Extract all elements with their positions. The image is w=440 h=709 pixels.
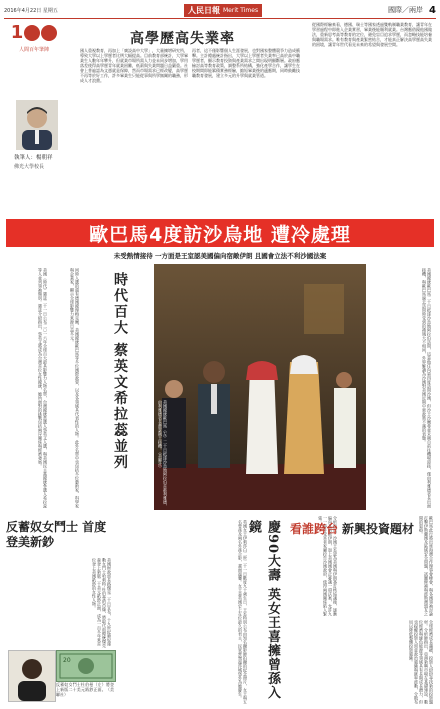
author-photo xyxy=(16,100,58,150)
harriet-title xyxy=(6,520,116,550)
invest-title xyxy=(290,520,436,537)
banknote-image xyxy=(56,650,116,682)
headline-banner xyxy=(6,219,434,247)
queen-body: 英國女王伊莉莎白二世二十一日歡度九十歲生日，王室特別公布由知名攝影師拍攝的紀念照片，女王與五名曾孫及兩名外孫合影，畫面溫馨。女王是英國史上在位最久的君主，民眾齊聚溫莎城堡外為她慶生。 xyxy=(238,520,248,704)
svg-text:20: 20 xyxy=(63,657,71,664)
masthead-edition: Merit Times xyxy=(223,6,259,14)
queen-title: 慶90大壽 英女王喜擁曾孫入鏡 xyxy=(246,520,280,700)
invest-title-rest: 新興投資題材 xyxy=(342,522,415,536)
harriet-title-text: 反蓄奴女鬥士 首度登美新鈔 xyxy=(6,520,107,549)
masthead xyxy=(184,4,262,17)
author-name: 執筆人：楊朝祥 xyxy=(14,155,53,161)
story-right-body-2: 分析指出，沙國王室認為美國與伊朗簽訂核協議後，逐漸偏向其宿敵伊朗，加上美國國會正審議一項法案，允許九一一事件受害者家屬控告沙國政府，使得兩國關係陷入緊張。 xyxy=(318,516,338,616)
story-left-body-1: 美國《時代》雜誌二十一日公布二〇一六年全球百大最具影響力人物名單，台灣總統當選人蔡英文入選，與美國民主黨總統參選人希拉蕊等人並列領袖類別。雜誌介紹指出，蔡英文將成為台灣首位女性總統，她所面對的挑戰包括兩岸關係與經濟發展。 xyxy=(38,268,48,508)
invest-body: 全球經濟成長趨緩，投資人紛紛尋找新的投資題材。分析師指出，亞洲新興市場在基礎建設、數位經濟與綠色能源等領域具有長期成長潛力，但也提醒投資人留意政治風險與匯率波動，分散布局以降低整體投資風險。 xyxy=(409,620,434,704)
logo-circle-icon xyxy=(41,25,57,41)
logo-caption: 人間百年筆陣 xyxy=(18,47,49,53)
harriet-portrait xyxy=(8,650,56,702)
story-right-body-3: 歐巴馬此行將出席海灣合作理事會峰會，與各國領袖討論打擊伊斯蘭國及區域安全問題，試圖修補與波斯灣盟友之間的裂痕。 xyxy=(419,516,434,616)
column-text-col1: 國人重視教育，再加上「廣設高中大學」，大量擴增研究所，導致大學以上學歷者比例大幅提高。目前教育部統計，大學畢業生人數年年攀升，但就業市場所需人力並未同步增加，學用落差使得高學歷青年就業困難，低薪與失業問題日益嚴重。社會上普遍認為文憑就是保障，然而市場需求已經改變，高學歷不再等於好工作，許多畢業生只能從事與所學無關的職務，形成人才浪費。 xyxy=(80,48,188,83)
story-left-body-2: 同時入選的還有德國總理梅克爾、美國總統歐巴馬等多位國際政要，以及各領域具代表性的人物。此外名單中也包括多位藝術家、科學家與企業家，顯示全球影響力來源日益多元。 xyxy=(70,268,80,508)
column-logo xyxy=(8,22,60,64)
invest-title-highlight: 看誰跨台 xyxy=(290,522,339,536)
photo-caption: 美國總統歐巴馬（左）二十日抵達沙烏地阿拉伯首都利雅德，由利雅德省長費瑟親王接機。（美聯社） xyxy=(158,400,168,508)
headline-sub: 未受熱情接待 一方面是王室認美國偏向宿敵伊朗 且國會立法不利沙國法案 xyxy=(113,252,327,260)
page-number: 4 xyxy=(429,4,436,16)
author-affiliation: 佛光大學校長 xyxy=(14,164,45,170)
issue-date: 2016年4月22日 星期五 xyxy=(4,7,58,14)
column-title: 高學歷高失業率 xyxy=(130,31,235,47)
harriet-body: 美國財政部長路傑克二十日宣布，十九世紀廢奴運動女鬥士哈莉特‧杜伯曼的肖像，將取代前總統傑克森登上新版二十美元紙鈔正面，成為一百多年來首位登上美國紙鈔的女性人物。 xyxy=(92,558,112,648)
section-name: 國際／兩岸 xyxy=(388,6,424,14)
page-header xyxy=(4,2,436,19)
column-text-col3: 從國際經驗來看，德國、瑞士等國家透過雙軌制職業教育，讓青年在學習過程中即進入企業實習，畢業後能順利就業。台灣應借鏡他國做法，重新思考高等教育的定位，避免盲目追求學歷，而忽略技能培養與職場需求。唯有教育與產業緊密結合，才能真正解決高學歷高失業的困境，讓青年世代看見未來的希望與發展空間。 xyxy=(312,22,432,47)
story-left-title: 時代百大 蔡英文希拉蕊並列 xyxy=(112,272,128,471)
masthead-title: 人民日報 xyxy=(188,4,220,15)
main-photo xyxy=(154,264,366,510)
column-text-col2: 再者，這不僅影響個人生涯發展，也對國家整體競爭力造成衝擊。主計總處統計指出，大學以上學歷者失業率已高於高中職學歷者，顯示教育投資與產業需求之間出現明顯斷層。政府應檢討高等教育政策，調整系所結構，強化產學合作，讓學生在校期間即能累積實務經驗，縮短畢業後的適應期，同時鼓勵技職教育發展，建立多元的升學與就業管道。 xyxy=(192,48,300,78)
story-right-body-1: 美國總統歐巴馬二十日抵達沙烏地阿拉伯訪問，這是他任內第四度訪問沙國，但沙王沙爾曼並未親自前往機場迎接，僅由利雅德省長出面接機，與歐巴馬過去訪問時受到的禮遇大不相同，外界解讀為沙國對美國近期中東政策不滿的表態。 xyxy=(422,268,432,508)
logo-circle-icon xyxy=(24,25,40,41)
harriet-caption: 反蓄奴女鬥士杜伯曼（左）將登上新版二十美元紙鈔正面。（美聯社） xyxy=(56,682,114,697)
logo-hundred: 1 xyxy=(10,22,24,43)
headline-main: 歐巴馬4度訪沙烏地 遭冷處理 xyxy=(89,223,351,246)
